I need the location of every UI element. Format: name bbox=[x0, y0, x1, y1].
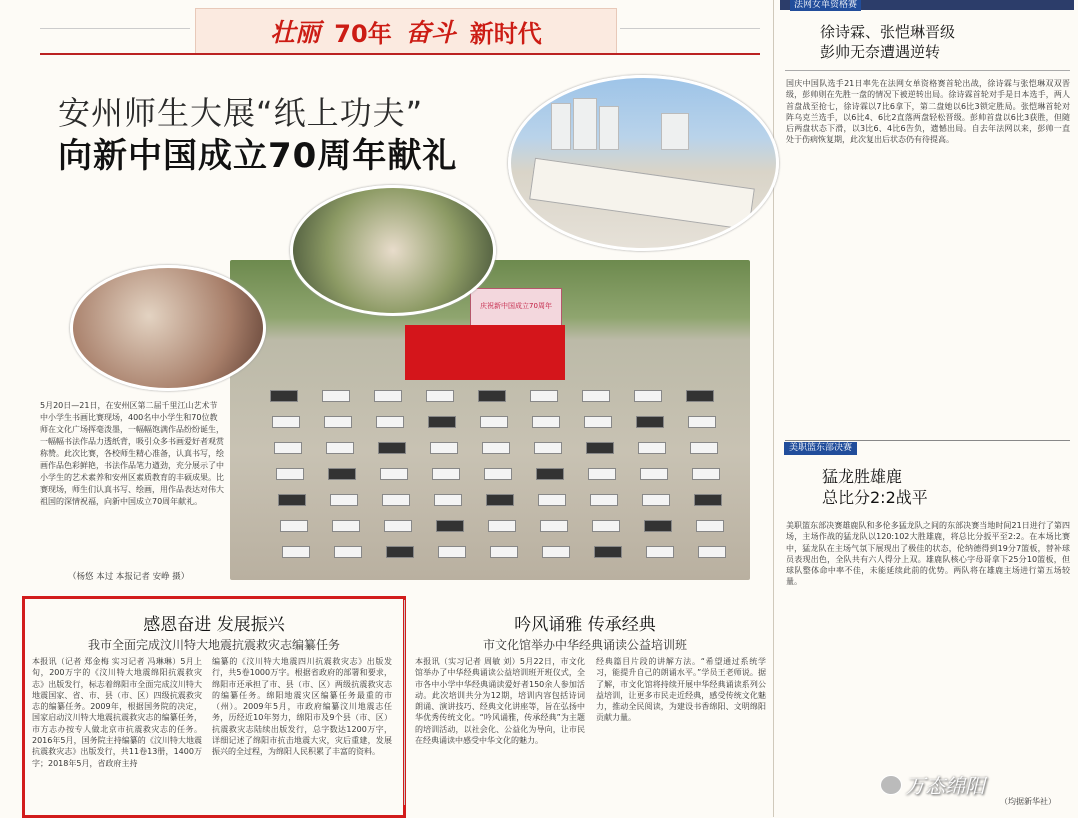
right2-title-line1: 猛龙胜雄鹿 bbox=[822, 467, 903, 486]
desk bbox=[540, 520, 568, 532]
desk bbox=[426, 390, 454, 402]
desk bbox=[478, 390, 506, 402]
right2-title bbox=[822, 466, 1062, 508]
photo-circle-calligraphy bbox=[508, 75, 779, 251]
watermark-text: 万态绵阳 bbox=[905, 774, 985, 798]
desk bbox=[324, 416, 352, 428]
banner-part4: 新时代 bbox=[469, 19, 542, 48]
desk bbox=[280, 520, 308, 532]
desk bbox=[530, 390, 558, 402]
building bbox=[599, 106, 619, 150]
article2-subtitle: 市文化馆举办中华经典诵读公益培训班 bbox=[482, 638, 687, 652]
desk bbox=[536, 468, 564, 480]
article2-title: 吟风诵雅 传承经典 bbox=[514, 615, 656, 635]
desk bbox=[386, 546, 414, 558]
right1-tag: 法网女单资格赛 bbox=[790, 0, 861, 11]
desk bbox=[438, 546, 466, 558]
desk bbox=[484, 468, 512, 480]
photo-credit: （杨悠 本过 本报记者 安峥 摄） bbox=[68, 572, 190, 582]
article1-col1: 本报讯（记者 郑金梅 实习记者 冯琳琳）5月上旬，200万字的《汶川特大地震绵阳抗震救灾志》出版发行，标志着绵阳市全面完成汶川特大地震国家、省、市、县（市、区）四级抗震救灾志的编纂任务。2009年，根据国务院的决定，国家启动汶川特大地震抗震救灾志的编纂任务，市方志办按专人做北京市抗震救灾志的任务。2016年5月，国务院主持编纂的《汶川特大地震抗震救灾志》出版发行，共11卷13册，1400万字；2018年5月，省政府主持 bbox=[32, 657, 202, 768]
desk bbox=[582, 390, 610, 402]
desk bbox=[330, 494, 358, 506]
desk bbox=[532, 416, 560, 428]
desk bbox=[642, 494, 670, 506]
right1-rule bbox=[785, 70, 1070, 71]
banner-part2: 70年 bbox=[334, 19, 392, 48]
desk bbox=[588, 468, 616, 480]
desk bbox=[380, 468, 408, 480]
desk bbox=[378, 442, 406, 454]
desk bbox=[332, 520, 360, 532]
desk bbox=[636, 416, 664, 428]
right2-body: 美职篮东部决赛雄鹿队和多伦多猛龙队之间的东部决赛当地时间21日进行了第四场，主场作战的猛龙队以120:102大胜雄鹿，将总比分扳平至2:2。在本场比赛中，猛龙队在主场气氛下展现出了极佳的状态，伦纳德得到19分7篮板，替补球员表现出色，全队共有六人得分上双。雄鹿队核心字母哥拿下25分10篮板，但球队整体命中率不佳，未能延续此前的优势。两队将在雄鹿主场进行第五场较量。 bbox=[786, 521, 1070, 587]
desk bbox=[382, 494, 410, 506]
desk bbox=[272, 416, 300, 428]
desk bbox=[274, 442, 302, 454]
red-carpet bbox=[405, 325, 565, 380]
right2-rule bbox=[785, 440, 1070, 441]
desk bbox=[482, 442, 510, 454]
desk bbox=[590, 494, 618, 506]
desk bbox=[698, 546, 726, 558]
desk bbox=[634, 390, 662, 402]
article2-col1: 本报讯（实习记者 周敏 刘）5月22日，市文化馆举办了中华经典诵读公益培训班开班仪式，全市各中小学中华经典诵读爱好者150余人参加活动。此次培训共分为12期，培训内容包括诗词朗诵、演讲技巧、经典文化讲座等，旨在弘扬中华优秀传统文化。“吟风诵雅，传承经典”为主题的培训活动，以社会化、公益化为导向，让市民在经典诵读中感受中华文化的魅力。 bbox=[415, 657, 585, 746]
watermark-logo-icon bbox=[880, 775, 902, 795]
desk bbox=[692, 468, 720, 480]
building bbox=[661, 113, 689, 150]
desk bbox=[326, 442, 354, 454]
desk bbox=[640, 468, 668, 480]
table-grid bbox=[270, 390, 740, 575]
desk bbox=[688, 416, 716, 428]
main-photo bbox=[230, 260, 750, 580]
right1-title-line2: 彭帅无奈遭遇逆转 bbox=[820, 43, 941, 61]
article2-col2: 经典篇目片段的讲解方法。“希望通过系统学习，能提升自己的朗诵水平。”学员王老师说。据了解，市文化馆将持续开展中华经典诵读系列公益培训，让更多市民走近经典，感受传统文化魅力，推动全民阅读，为建设书香绵阳、文明绵阳贡献力量。 bbox=[596, 657, 766, 723]
building bbox=[573, 98, 597, 150]
desk bbox=[480, 416, 508, 428]
column-divider bbox=[773, 0, 774, 817]
right1-title-line1: 徐诗霖、张恺琳晋级 bbox=[820, 23, 956, 41]
stage-board-text: 庆祝新中国成立70周年 bbox=[480, 302, 552, 310]
photo-caption: 5月20日—21日，在安州区第二届千里江山艺术节中小学生书画比赛现场，400名中小学生和70位教师在文化广场挥毫泼墨，一幅幅饱满作品纷纷诞生，一幅幅书法作品力透纸背，吸引众多书画爱好者观赏称赞。此次比赛，各校师生精心准备，认真书写，绘画作品色彩鲜艳，书法作品笔力遒劲，充分展示了中小学生的艺术素养和安州区素质教育的丰硕成果。比赛现场，师生们认真书写、绘画，用作品表达对伟大祖国的深情祝福，向新中国成立70周年献礼。 bbox=[40, 401, 224, 506]
desk bbox=[646, 546, 674, 558]
desk bbox=[276, 468, 304, 480]
desk bbox=[430, 442, 458, 454]
desk bbox=[282, 546, 310, 558]
banner-rule-right bbox=[620, 28, 760, 29]
desk bbox=[428, 416, 456, 428]
banner-part1: 壮丽 bbox=[270, 18, 321, 47]
right1-body: 国庆中国队选手21日率先在法网女单资格赛首轮出战，徐诗霖与张恺琳双双晋级，彭帅则在先胜一盘的情况下被逆转出局。徐诗霖首轮对手是日本选手，两人首盘战至抢七，徐诗霖以7比6拿下，第二盘她以6比3锁定胜局。张恺琳首轮对阵乌克兰选手，以6比4、6比2直落两盘轻松晋级。彭帅首盘以6比3获胜，但随后两盘状态下滑，以3比6、4比6告负，遗憾出局。自去年法网以来，彭帅一直处于伤病恢复期，此次复出后状态仍有待提高。 bbox=[786, 79, 1070, 145]
desk bbox=[328, 468, 356, 480]
desk bbox=[690, 442, 718, 454]
building bbox=[551, 103, 571, 150]
right1-title bbox=[820, 22, 1060, 62]
desk bbox=[638, 442, 666, 454]
headline-line2: 向新中国成立70周年献礼 bbox=[58, 136, 458, 176]
article1-title: 感恩奋进 发展振兴 bbox=[143, 615, 285, 635]
desk bbox=[694, 494, 722, 506]
desk bbox=[270, 390, 298, 402]
right2-credit: （均据新华社） bbox=[1000, 797, 1056, 806]
banner-underline bbox=[40, 53, 760, 55]
desk bbox=[586, 442, 614, 454]
desk bbox=[374, 390, 402, 402]
stage-board bbox=[470, 288, 562, 328]
desk bbox=[696, 520, 724, 532]
calligraphy-paper bbox=[529, 158, 755, 230]
desk bbox=[538, 494, 566, 506]
desk bbox=[584, 416, 612, 428]
desk bbox=[322, 390, 350, 402]
banner-part3: 奋斗 bbox=[405, 18, 456, 47]
desk bbox=[594, 546, 622, 558]
banner-rule-left bbox=[40, 28, 190, 29]
photo-circle-painting bbox=[290, 185, 496, 316]
desk bbox=[334, 546, 362, 558]
right2-tag: 美职篮东部决赛 bbox=[784, 442, 857, 455]
right2-title-line2: 总比分2:2战平 bbox=[822, 488, 928, 507]
desk bbox=[488, 520, 516, 532]
photo-circle-students bbox=[70, 265, 266, 391]
desk bbox=[686, 390, 714, 402]
desk bbox=[436, 520, 464, 532]
desk bbox=[490, 546, 518, 558]
desk bbox=[534, 442, 562, 454]
desk bbox=[592, 520, 620, 532]
desk bbox=[384, 520, 412, 532]
section-banner bbox=[195, 8, 617, 54]
desk bbox=[542, 546, 570, 558]
article1-subtitle: 我市全面完成汶川特大地震抗震救灾志编纂任务 bbox=[87, 638, 340, 652]
desk bbox=[376, 416, 404, 428]
desk bbox=[644, 520, 672, 532]
desk bbox=[278, 494, 306, 506]
desk bbox=[432, 468, 460, 480]
desk bbox=[486, 494, 514, 506]
desk bbox=[434, 494, 462, 506]
article1-col2: 编纂的《汶川特大地震四川抗震救灾志》出版发行，共5卷1000万字。根据省政府的部署和要求，绵阳市还承担了市、县（市、区）两级抗震救灾志的编纂任务。绵阳地震灾区编纂任务最重的市（州）。2009年5月，市政府编纂汶川地震志任务，历经近10年努力，绵阳市及9个县（市、区）抗震救灾志陆续出版发行，总字数达1200万字，详细记述了绵阳市抗击地震大灾，灾后重建，发展振兴的全过程，为绵阳人民积累了丰富的资料。 bbox=[212, 657, 392, 757]
headline-line1: 安州师生大展“纸上功夫” bbox=[58, 94, 424, 132]
